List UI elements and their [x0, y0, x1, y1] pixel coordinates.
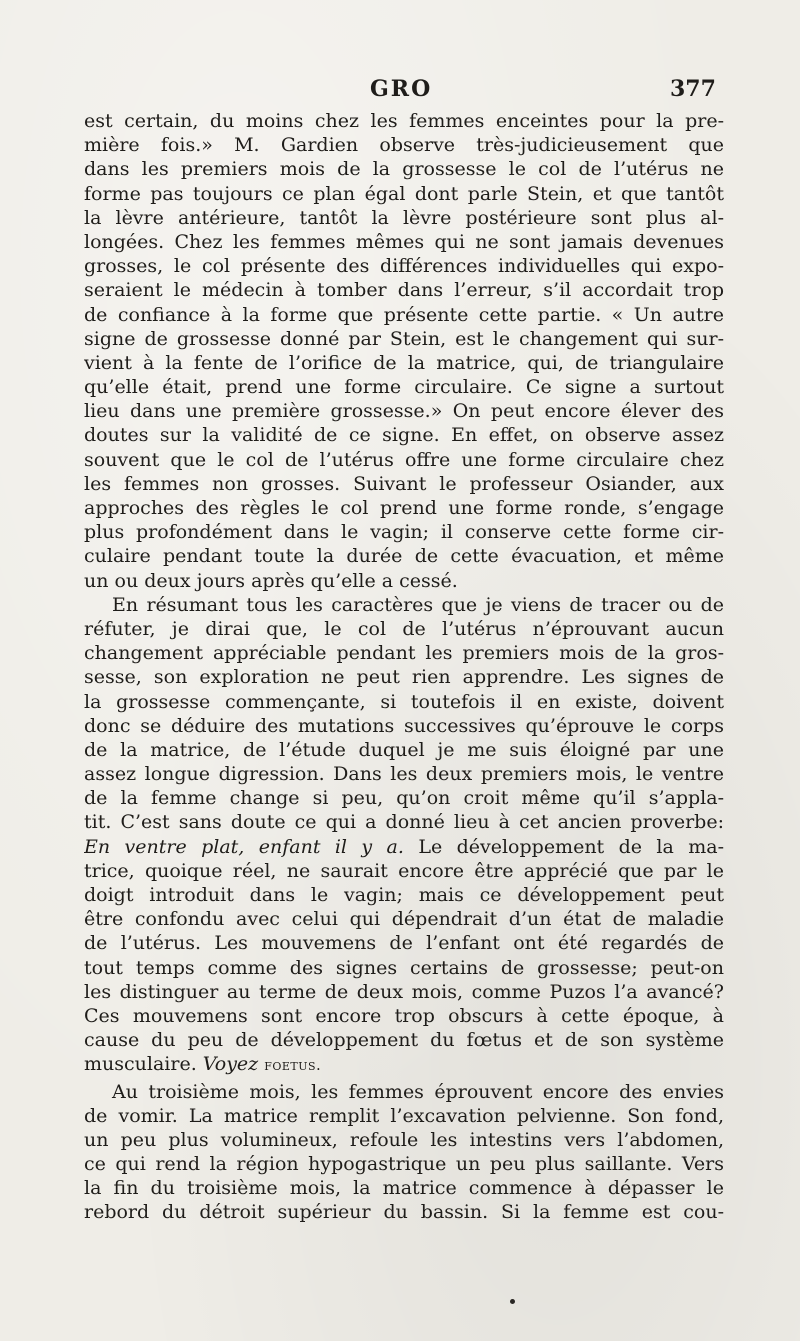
text-line: culaire pendant toute la durée de cette évacuation, et même: [84, 545, 724, 568]
running-title: GRO: [370, 76, 433, 102]
text-line: approches des règles le col prend une forme ronde, s’engage: [84, 497, 724, 519]
proverb-line: [84, 835, 724, 859]
text-line: un peu plus volumineux, refoule les intestins vers l’abdomen,: [84, 1128, 724, 1151]
running-head: [0, 76, 800, 106]
text-line: ce qui rend la région hypogastrique un peu plus saillante. Vers: [84, 1153, 724, 1176]
text-line: qu’elle était, prend une forme circulaire. Ce signe a surtout: [84, 376, 724, 399]
text-line: Au troisième mois, les femmes éprouvent encore des envies: [112, 1080, 724, 1103]
paragraph-3: [84, 1080, 724, 1225]
voyez-italic: Voyez: [202, 1053, 259, 1076]
text-line: la lèvre antérieure, tantôt la lèvre postérieure sont plus al-: [84, 206, 724, 229]
text-line: de l’utérus. Les mouvemens de l’enfant ont été regardés de: [84, 932, 724, 955]
text-line: cause du peu de développement du fœtus et de son système: [84, 1029, 724, 1052]
text-line: réfuter, je dirai que, le col de l’utérus n’éprouvant aucun: [84, 617, 724, 640]
text-line: assez longue digression. Dans les deux premiers mois, le ventre: [84, 763, 724, 786]
paragraph-2: [84, 593, 724, 1077]
text-line: donc se déduire des mutations successives qu’éprouve le corps: [84, 714, 724, 737]
text-line: lieu dans une première grossesse.» On peut encore élever des: [84, 400, 724, 423]
text-line: changement appréciable pendant les premiers mois de la gros-: [84, 642, 724, 665]
text-line: de vomir. La matrice remplit l’excavation pelvienne. Son fond,: [84, 1104, 724, 1127]
text-line: les distinguer au terme de deux mois, comme Puzos l’a avancé?: [84, 980, 724, 1003]
text-line: doigt introduit dans le vagin; mais ce développement peut: [84, 884, 724, 906]
text-line: doutes sur la validité de ce signe. En effet, on observe assez: [84, 424, 724, 447]
proverb-continuation: Le développement de la ma-: [403, 835, 724, 858]
text-line: signe de grossesse donné par Stein, est le changement qui sur-: [84, 327, 724, 350]
text-line: est certain, du moins chez les femmes enceintes pour la pre-: [84, 110, 724, 132]
text-line: de la femme change si peu, qu’on croit même qu’il s’appla-: [84, 787, 724, 810]
text-line: souvent que le col de l’utérus offre une forme circulaire chez: [84, 448, 724, 471]
cross-reference-line: [84, 1052, 724, 1076]
cross-reference-target[interactable]: foetus.: [264, 1056, 322, 1075]
text-line: sesse, son exploration ne peut rien apprendre. Les signes de: [84, 666, 724, 689]
text-line: tout temps comme des signes certains de grossesse; peut-on: [84, 956, 724, 979]
page-number: 377: [670, 76, 716, 102]
text-line: être confondu avec celui qui dépendrait d’un état de maladie: [84, 908, 724, 931]
ink-speck: [510, 1299, 515, 1304]
text-line: un ou deux jours après qu’elle a cessé.: [84, 569, 458, 592]
paragraph-1: [84, 109, 724, 593]
text-line: dans les premiers mois de la grossesse le col de l’utérus ne: [84, 158, 724, 181]
text-line: la fin du troisième mois, la matrice commence à dépasser le: [84, 1177, 724, 1200]
text-line: vient à la fente de l’orifice de la matrice, qui, de triangulaire: [84, 351, 724, 374]
text-line: rebord du détroit supérieur du bassin. Si la femme est cou-: [84, 1201, 724, 1224]
text-line: grosses, le col présente des différences individuelles qui expo-: [84, 255, 724, 278]
text-line: longées. Chez les femmes mêmes qui ne sont jamais devenues: [84, 230, 724, 253]
text-line: mière fois.» M. Gardien observe très-judicieusement que: [84, 134, 724, 157]
text-line: En résumant tous les caractères que je viens de tracer ou de: [112, 593, 724, 616]
text-line: de la matrice, de l’étude duquel je me suis éloigné par une: [84, 738, 724, 761]
text-line: Ces mouvemens sont encore trop obscurs à cette époque, à: [84, 1004, 724, 1027]
text-line: la grossesse commençante, si toutefois il en existe, doivent: [84, 690, 724, 713]
body-text: [84, 109, 724, 1225]
text-line: les femmes non grosses. Suivant le professeur Osiander, aux: [84, 472, 724, 495]
cross-reference-lead: musculaire.: [84, 1053, 203, 1076]
text-line: seraient le médecin à tomber dans l’erreur, s’il accordait trop: [84, 279, 724, 302]
text-line: forme pas toujours ce plan égal dont parle Stein, et que tantôt: [84, 182, 724, 205]
text-line: trice, quoique réel, ne saurait encore être apprécié que par le: [84, 859, 724, 882]
text-line: tit. C’est sans doute ce qui a donné lieu à cet ancien proverbe:: [84, 811, 724, 834]
text-line: plus profondément dans le vagin; il conserve cette forme cir-: [84, 521, 724, 544]
proverb-italic: En ventre plat, enfant il y a.: [84, 835, 404, 858]
text-line: de confiance à la forme que présente cette partie. « Un autre: [84, 303, 724, 326]
